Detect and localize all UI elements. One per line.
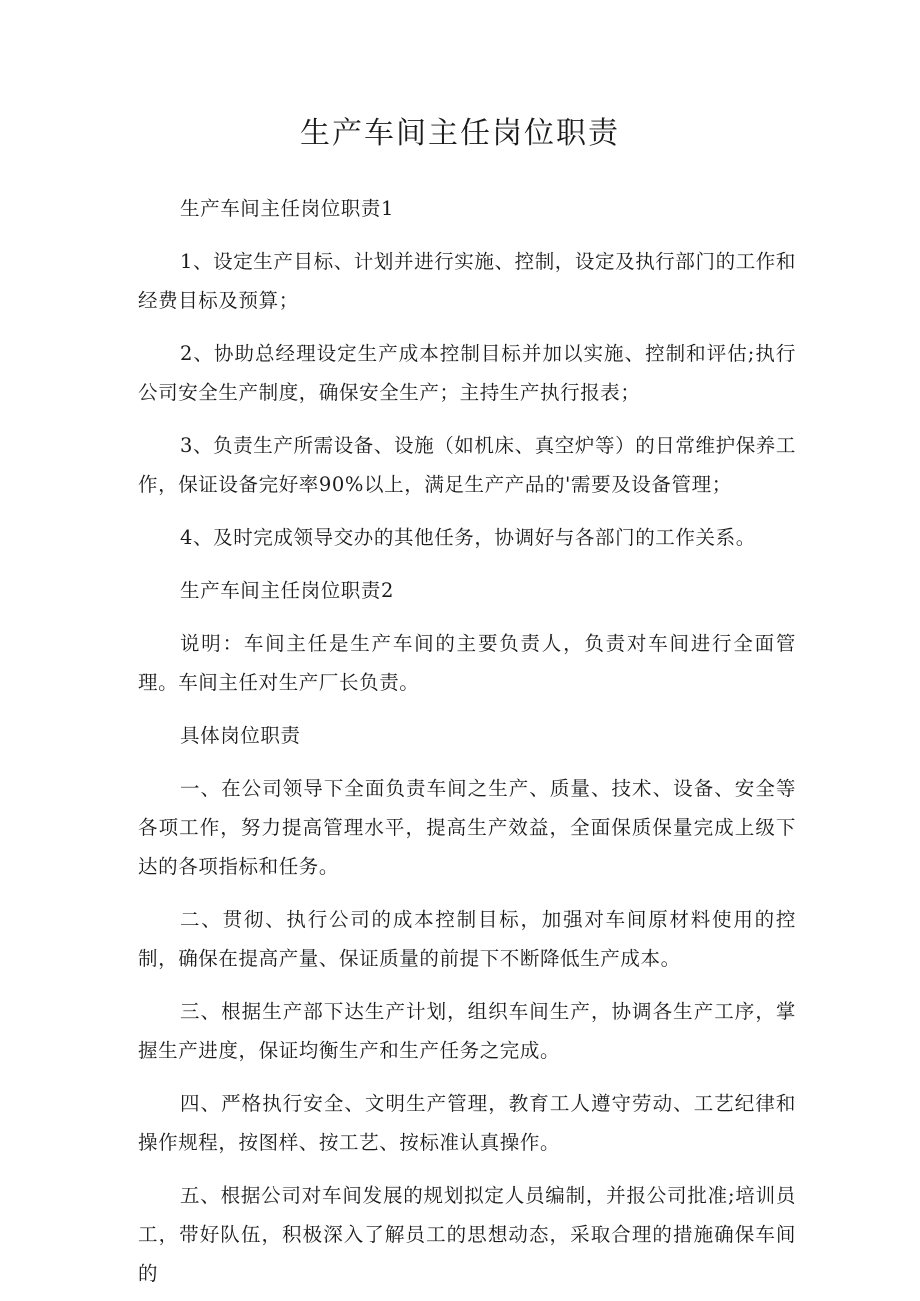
subsection-heading: 具体岗位职责 (180, 724, 301, 747)
duty-item-4: 4、及时完成领导交办的其他任务，协调好与各部门的工作关系。 (180, 526, 756, 549)
duty-item-3: 3、负责生产所需设备、设施（如机床、真空炉等）的日常维护保养工作，保证设备完好率90%以上，满足生产产品的'需要及设备管理； (138, 434, 797, 496)
duty-item-1: 1、设定生产目标、计划并进行实施、控制，设定及执行部门的工作和经费目标及预算； (138, 250, 797, 312)
document-title: 生产车间主任岗位职责 (300, 116, 620, 151)
document-body (138, 189, 796, 1293)
duty-item-2: 2、协助总经理设定生产成本控制目标并加以实施、控制和评估;执行公司安全生产制度，确保安全生产；主持生产执行报表； (138, 342, 796, 404)
description-paragraph: 说明：车间主任是生产车间的主要负责人，负责对车间进行全面管理。车间主任对生产厂长负责。 (138, 632, 796, 694)
responsibility-item-2: 二、贯彻、执行公司的成本控制目标，加强对车间原材料使用的控制，确保在提高产量、保证质量的前提下不断降低生产成本。 (138, 908, 796, 970)
responsibility-item-1: 一、在公司领导下全面负责车间之生产、质量、技术、设备、安全等各项工作，努力提高管理水平，提高生产效益，全面保质保量完成上级下达的各项指标和任务。 (138, 777, 796, 878)
section-heading-1: 生产车间主任岗位职责1 (180, 197, 395, 220)
section-heading-2: 生产车间主任岗位职责2 (180, 579, 395, 602)
responsibility-item-5: 五、根据公司对车间发展的规划拟定人员编制，并报公司批准;培训员工，带好队伍，积极深入了解员工的思想动态，采取合理的措施确保车间的 (138, 1184, 796, 1285)
responsibility-item-4: 四、严格执行安全、文明生产管理，教育工人遵守劳动、工艺纪律和操作规程，按图样、按工艺、按标准认真操作。 (138, 1092, 796, 1154)
responsibility-item-3: 三、根据生产部下达生产计划，组织车间生产，协调各生产工序，掌握生产进度，保证均衡生产和生产任务之完成。 (138, 1000, 796, 1062)
